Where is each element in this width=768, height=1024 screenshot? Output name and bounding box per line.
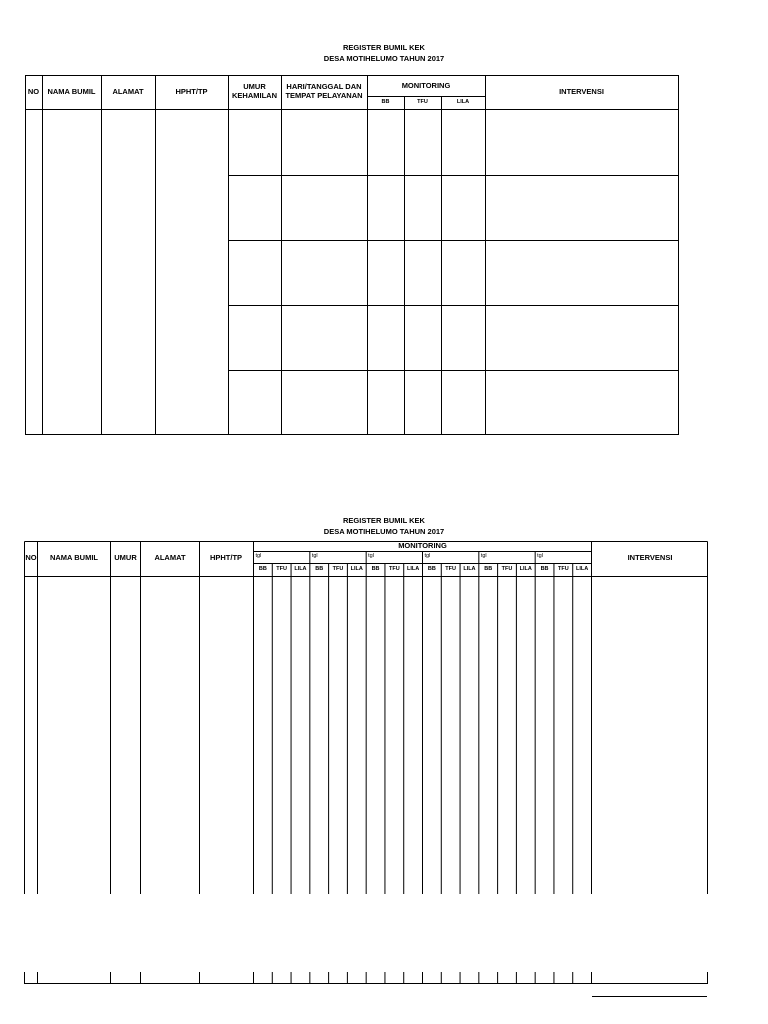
header2-no: NO — [25, 553, 37, 562]
header2-alamat: ALAMAT — [154, 553, 186, 562]
header2-bb: BB — [540, 566, 549, 572]
header-umur-line2: KEHAMILAN — [232, 91, 277, 100]
header2-bb: BB — [371, 566, 380, 572]
header2-lila: LILA — [575, 566, 589, 572]
form1-subtitle: DESA MOTIHELUMO TAHUN 2017 — [323, 54, 445, 63]
header2-bb: BB — [484, 566, 493, 572]
header2-intervensi: INTERVENSI — [627, 553, 673, 562]
header2-bb: BB — [427, 566, 436, 572]
header-lila: LILA — [456, 99, 470, 105]
header-umur-line1: UMUR — [243, 82, 266, 91]
form1-title: REGISTER BUMIL KEK — [343, 43, 425, 52]
header-tfu: TFU — [417, 99, 428, 105]
header2-lila: LILA — [519, 566, 532, 572]
form2-subtitle: DESA MOTIHELUMO TAHUN 2017 — [323, 527, 445, 536]
tgl-label: tgl — [368, 553, 374, 559]
header-hari-line2: TEMPAT PELAYANAN — [285, 91, 363, 100]
header2-tfu: TFU — [276, 566, 287, 572]
header-hpht-tp: HPHT/TP — [175, 87, 208, 96]
header2-tfu: TFU — [332, 566, 344, 572]
header-monitoring: MONITORING — [401, 81, 451, 90]
header2-tfu: TFU — [445, 566, 456, 572]
tgl-label: tgl — [311, 553, 318, 559]
form2-title: REGISTER BUMIL KEK — [343, 516, 425, 525]
tgl-label: tgl — [537, 553, 543, 559]
header2-nama-bumil: NAMA BUMIL — [49, 553, 99, 562]
header-alamat: ALAMAT — [112, 87, 144, 96]
header2-lila: LILA — [294, 566, 307, 572]
header2-tfu: TFU — [501, 566, 513, 572]
tgl-label: tgl — [480, 553, 487, 559]
header2-tfu: TFU — [557, 566, 569, 572]
header2-lila: LILA — [350, 566, 363, 572]
header2-umur: UMUR — [114, 553, 137, 562]
header-bb: BB — [381, 99, 390, 105]
header2-lila: LILA — [463, 566, 476, 572]
header2-bb: BB — [315, 566, 324, 572]
tgl-label: tgl — [255, 553, 262, 559]
header-intervensi: INTERVENSI — [559, 87, 604, 96]
header-no: NO — [27, 87, 40, 96]
header2-hpht-tp: HPHT/TP — [209, 553, 243, 562]
header-hari-line1: HARI/TANGGAL DAN — [286, 82, 362, 91]
tgl-label: tgl — [424, 553, 431, 559]
header2-bb: BB — [258, 566, 267, 572]
header2-lila: LILA — [406, 566, 420, 572]
signature-line — [592, 996, 707, 997]
header2-monitoring: MONITORING — [398, 541, 447, 550]
header-nama-bumil: NAMA BUMIL — [47, 87, 96, 96]
header2-tfu: TFU — [388, 566, 400, 572]
